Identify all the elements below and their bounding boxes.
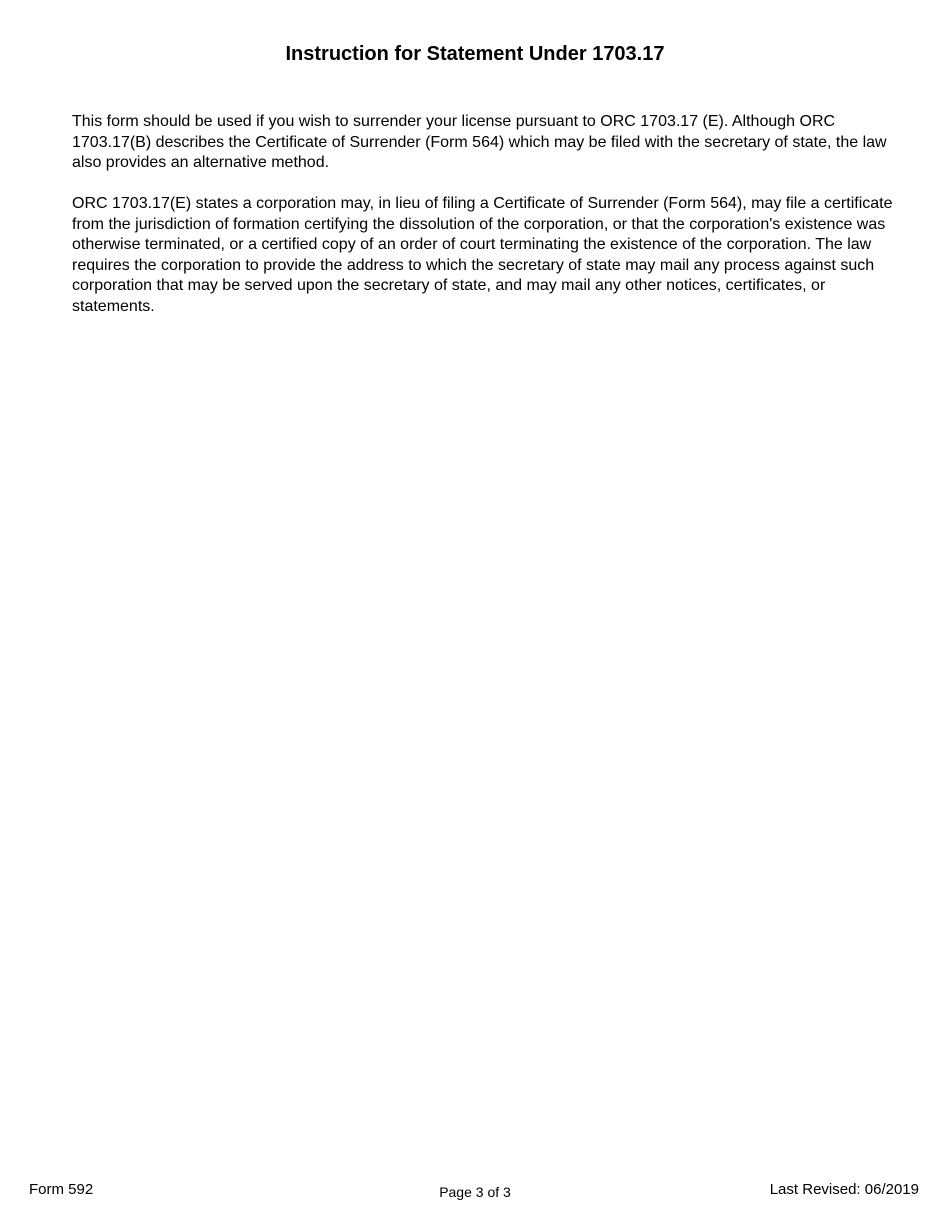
page-title: Instruction for Statement Under 1703.17 [285, 43, 665, 65]
footer-last-revised: Last Revised: 06/2019 [769, 1181, 919, 1198]
footer-page-indicator: Page 3 of 3 [439, 1184, 511, 1200]
instruction-paragraph-intro: This form should be used if you wish to surrender your license pursuant to ORC 1703.17 (E). Although ORC 1703.17(B) describes the Certificate of Surrender (Form 564) which may be filed with the secretary of state, the law also provides an alternative method. [72, 113, 887, 171]
footer-form-number: Form 592 [29, 1181, 94, 1198]
instruction-paragraph-alternative-method: ORC 1703.17(E) states a corporation may, in lieu of filing a Certificate of Surrender (Form 564), may file a certificate from the jurisdiction of formation certifying the dissolution of the corporation, or that the corporation's existence was otherwise terminated, or a certified copy of an order of court terminating the existence of the corporation. The law requires the corporation to provide the address to which the secretary of state may mail any process against such corporation that may be served upon the secretary of state, and may mail any other notices, certificates, or statements. [72, 195, 893, 315]
